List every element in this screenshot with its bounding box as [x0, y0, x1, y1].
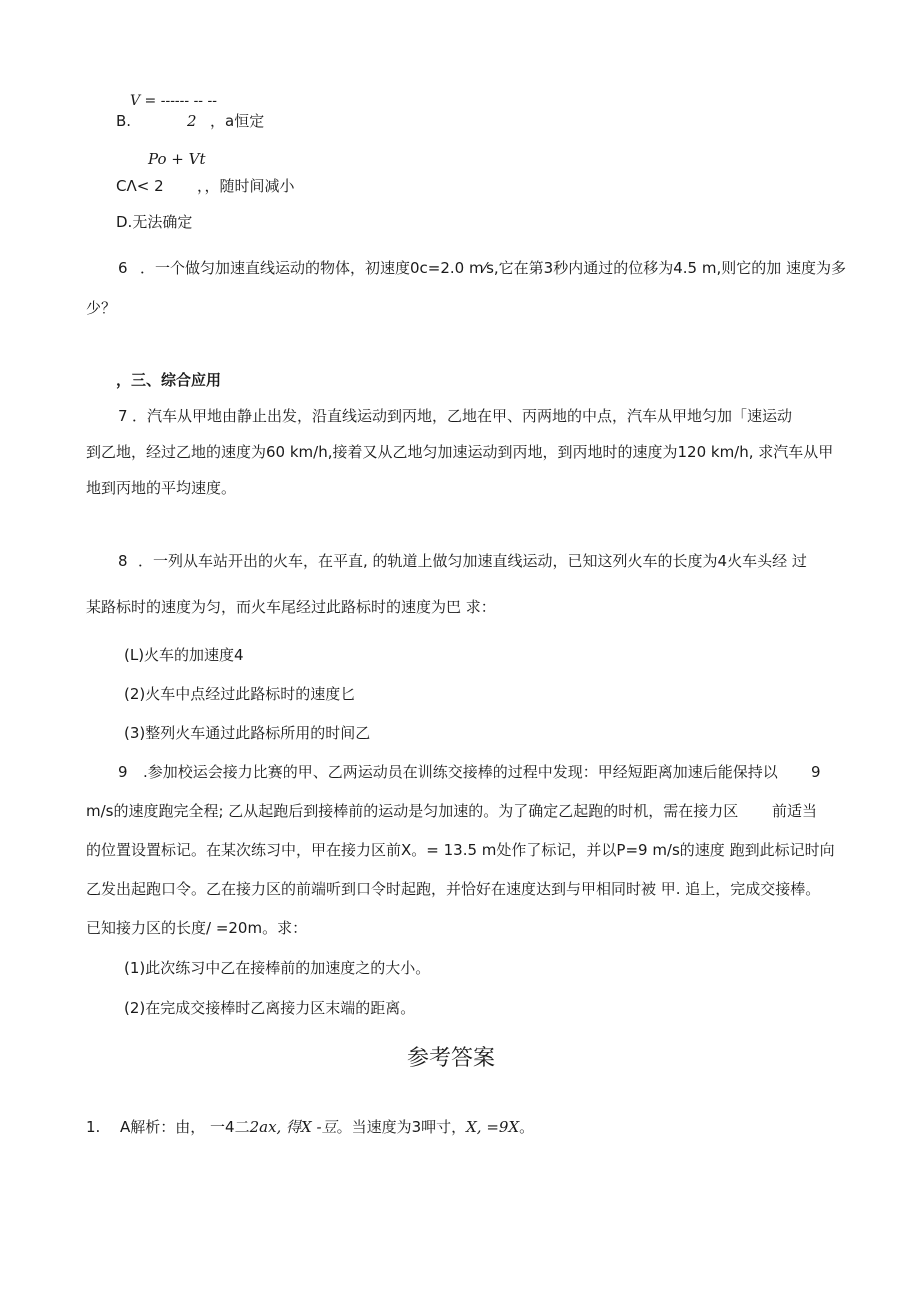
answer-1-number: 1.	[86, 1118, 101, 1136]
q7-line3: 地到丙地的平均速度。	[86, 479, 237, 497]
q9-sub1: (1)此次练习中乙在接棒前的加速度之的大小。	[124, 959, 431, 977]
q6-line2: 少？	[86, 299, 117, 317]
option-d-text: D.无法确定	[116, 213, 193, 231]
q8-sub3: (3)整列火车通过此路标所用的时间乙	[124, 724, 371, 742]
q7-number: 7	[118, 407, 128, 425]
option-c-text: ，，随时间减小	[197, 177, 295, 195]
answer-1-intro: A解析：由， 一4二	[120, 1118, 250, 1136]
answer-1-formula: 2ax, 得X -豆	[249, 1118, 337, 1136]
q9-sub2: (2)在完成交接棒时乙离接力区末端的距离。	[124, 999, 416, 1017]
q8-line1: ．一列从车站开出的火车，在平直, 的轨道上做匀加速直线运动，已知这列火车的长度为4火车头经 过	[138, 552, 807, 570]
answer-1-mid: 。当速度为3呷寸，	[336, 1118, 467, 1136]
q9-line5: 已知接力区的长度/ =20m。求：	[86, 919, 308, 937]
q9-line1-end: 9	[811, 763, 821, 781]
q8-sub1: (L)火车的加速度4	[124, 646, 244, 664]
answer-1-text	[120, 1117, 534, 1137]
q8-line2: 某路标时的速度为匀，而火车尾经过此路标时的速度为巴 求：	[86, 598, 496, 616]
q9-line3: 的位置设置标记。在某次练习中，甲在接力区前X。= 13.5 m处作了标记，并以P=9 m/s的速度 跑到此标记时向	[86, 841, 835, 859]
q9-line4: 乙发出起跑口令。乙在接力区的前端听到口令时起跑，并恰好在速度达到与甲相同时被 甲. 追上，完成交接棒。	[86, 880, 821, 898]
q9-line1: .参加校运会接力比赛的甲、乙两运动员在训练交接棒的过程中发现：甲经短距离加速后能保持以	[143, 763, 778, 781]
option-c-label: CΛ< 2	[116, 177, 164, 195]
option-b-formula: V = ------ -- --	[130, 93, 217, 109]
q9-line2b: 前适当	[772, 802, 818, 820]
option-b-denominator: 2	[187, 112, 197, 130]
q8-number: 8	[118, 552, 128, 570]
q9-number: 9	[118, 763, 128, 781]
answer-1-result: X, =9X	[466, 1118, 520, 1136]
section-heading: ，三、综合应用	[116, 371, 222, 389]
q9-line2a: m/s的速度跑完全程; 乙从起跑后到接棒前的运动是匀加速的。为了确定乙起跑的时机，需在接力区	[86, 802, 739, 820]
q6-number: 6	[118, 259, 128, 277]
answers-title: 参考答案	[407, 1046, 496, 1071]
q7-line1: ．汽车从甲地由静止出发，沿直线运动到丙地，乙地在甲、丙两地的中点，汽车从甲地匀加「速运动	[132, 407, 793, 425]
q8-sub2: (2)火车中点经过此路标时的速度匕	[124, 685, 356, 703]
q7-line2: 到乙地，经过乙地的速度为60 km/h,接着又从乙地匀加速运动到丙地，到丙地时的速度为120 km/h, 求汽车从甲	[86, 443, 834, 461]
option-b-text: ，a恒定	[210, 112, 265, 130]
q6-line1: ．一个做匀加速直线运动的物体，初速度0c=2.0 m⁄s,它在第3秒内通过的位移为4.5 m,则它的加 速度为多	[140, 259, 847, 277]
answer-1-period: 。	[519, 1118, 535, 1136]
option-c-formula: Po + Vt	[148, 150, 206, 168]
option-b-label: B.	[116, 112, 132, 130]
